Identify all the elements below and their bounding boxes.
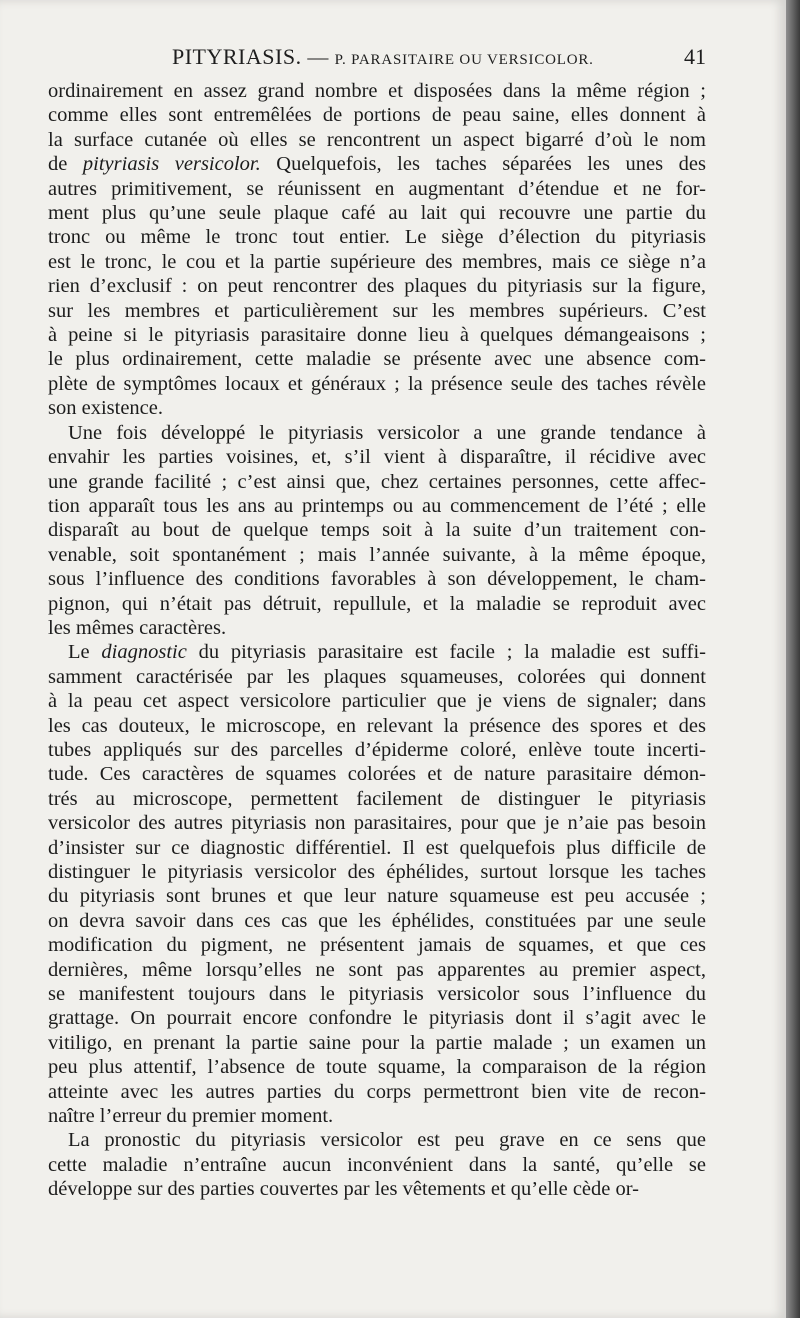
text-line: les cas douteux, le microscope, en relevant la présence des spores et des bbox=[48, 714, 706, 737]
text-line: samment caractérisée par les plaques squameuses, colorées qui donnent bbox=[48, 665, 706, 688]
text-line: disparaît au bout de quelque temps soit à la suite d’un traitement con- bbox=[48, 519, 706, 542]
text-line: du pityriasis sont brunes et que leur nature squameuse est peu accusée ; bbox=[48, 885, 706, 908]
running-head bbox=[172, 44, 594, 70]
text-line: d’insister sur ce diagnostic différentiel. Il est quelquefois plus difficile de bbox=[48, 836, 706, 859]
text-line: de pityriasis versicolor. Quelquefois, les taches séparées les unes des bbox=[48, 153, 706, 176]
text-line: modification du pigment, ne présentent jamais de squames, et que ces bbox=[48, 934, 706, 957]
page-number: 41 bbox=[684, 44, 706, 69]
text-line: à la peau cet aspect versicolore particulier que je viens de signaler; dans bbox=[48, 690, 706, 713]
text-line: vitiligo, en prenant la partie saine pour la partie malade ; un examen un bbox=[48, 1031, 706, 1054]
text-line: Le diagnostic du pityriasis parasitaire est facile ; la maladie est suffi- bbox=[68, 641, 706, 664]
text-line: La pronostic du pityriasis versicolor est peu grave en ce sens que bbox=[68, 1129, 706, 1152]
paragraph bbox=[48, 421, 706, 641]
text-line: développe sur des parties couvertes par les vêtements et qu’elle cède or- bbox=[48, 1178, 639, 1201]
text-line: grattage. On pourrait encore confondre le pityriasis dont il s’agit avec le bbox=[48, 1007, 706, 1030]
text-line: Une fois développé le pityriasis versicolor a une grande tendance à bbox=[68, 421, 706, 444]
text-line: tronc ou même le tronc tout entier. Le siège d’élection du pityriasis bbox=[48, 226, 706, 249]
text-line: son existence. bbox=[48, 397, 163, 420]
text-line: pignon, qui n’était pas détruit, repullule, et la maladie se reproduit avec bbox=[48, 592, 706, 615]
text-line: envahir les parties voisines, et, s’il vient à disparaître, il récidive avec bbox=[48, 446, 706, 469]
running-head-subtitle: P. PARASITAIRE OU VERSICOLOR. bbox=[334, 52, 594, 68]
text-line: peu plus attentif, l’absence de toute squame, la comparaison de la région bbox=[48, 1056, 706, 1079]
text-line: versicolor des autres pityriasis non parasitaires, pour que je n’aie pas besoin bbox=[48, 812, 706, 835]
text-line: la surface cutanée où elles se rencontrent un aspect bigarré d’où le nom bbox=[48, 128, 706, 151]
text-line: tubes appliqués sur des parcelles d’épiderme coloré, enlève toute incerti- bbox=[48, 738, 706, 761]
running-head-title: PITYRIASIS. bbox=[172, 44, 302, 69]
page-header bbox=[48, 44, 708, 76]
text-line: ment plus qu’une seule plaque café au lait qui recouvre une partie du bbox=[48, 202, 706, 225]
paragraph bbox=[48, 640, 706, 1128]
text-line: naître l’erreur du premier moment. bbox=[48, 1105, 334, 1128]
body-text bbox=[48, 79, 706, 1202]
text-line: plète de symptômes locaux et généraux ; la présence seule des taches révèle bbox=[48, 372, 706, 395]
italic-term: diagnostic bbox=[101, 641, 187, 664]
text-line: se manifestent toujours dans le pityriasis versicolor sous l’influence du bbox=[48, 983, 706, 1006]
text-line: cette maladie n’entraîne aucun inconvénient dans la santé, qu’elle se bbox=[48, 1153, 706, 1176]
text-line: rien d’exclusif : on peut rencontrer des plaques du pityriasis sur la figure, bbox=[48, 275, 706, 298]
text-line: est le tronc, le cou et la partie supérieure des membres, mais ce siège n’a bbox=[48, 250, 706, 273]
text-line: tion apparaît tous les ans au printemps ou au commencement de l’été ; elle bbox=[48, 494, 706, 517]
text-line: le plus ordinairement, cette maladie se présente avec une absence com- bbox=[48, 348, 706, 371]
text-line: tude. Ces caractères de squames colorées et de nature parasitaire démon- bbox=[48, 763, 706, 786]
paragraph bbox=[48, 79, 706, 421]
text-line: venable, soit spontanément ; mais l’année suivante, à la même époque, bbox=[48, 543, 706, 566]
text-line: distinguer le pityriasis versicolor des éphélides, surtout lorsque les taches bbox=[48, 861, 706, 883]
text-line: comme elles sont entremêlées de portions de peau saine, elles donnent à bbox=[48, 104, 706, 127]
running-head-dash: — bbox=[307, 45, 329, 69]
text-line: atteinte avec les autres parties du corps permettront bien vite de recon- bbox=[48, 1080, 706, 1103]
text-line: autres primitivement, se réunissent en augmentant d’étendue et ne for- bbox=[48, 177, 706, 200]
text-line: sur les membres et particulièrement sur les membres supérieurs. C’est bbox=[48, 299, 706, 322]
text-line: ordinairement en assez grand nombre et disposées dans la même région ; bbox=[48, 80, 706, 102]
text-line: on devra savoir dans ces cas que les éphélides, constituées par une seule bbox=[48, 909, 706, 932]
text-line: trés au microscope, permettent facilement de distinguer le pityriasis bbox=[48, 787, 706, 810]
book-gutter-shadow bbox=[786, 0, 800, 1318]
paragraph bbox=[48, 1128, 706, 1201]
text-line: une grande facilité ; c’est ainsi que, chez certaines personnes, cette affec- bbox=[48, 470, 706, 493]
text-line: sous l’influence des conditions favorables à son développement, le cham- bbox=[48, 568, 706, 591]
italic-term: pityriasis versicolor. bbox=[82, 153, 261, 176]
text-line: à peine si le pityriasis parasitaire donne lieu à quelques démangeaisons ; bbox=[48, 324, 706, 347]
text-line: dernières, même lorsqu’elles ne sont pas apparentes au premier aspect, bbox=[48, 958, 706, 981]
text-line: les mêmes caractères. bbox=[48, 616, 227, 639]
